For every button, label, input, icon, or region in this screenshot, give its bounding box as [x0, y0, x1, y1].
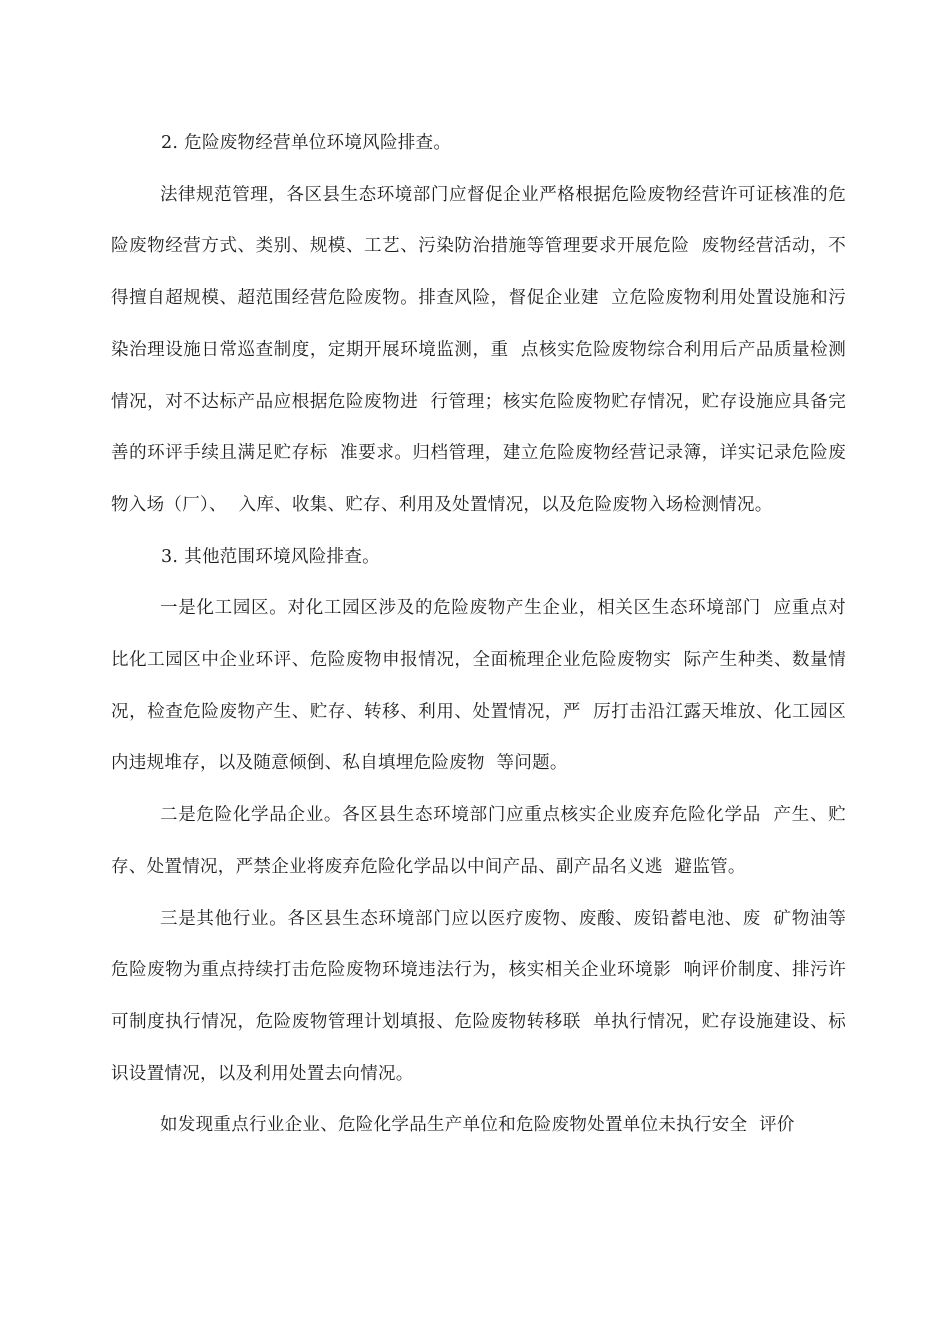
paragraph-hazardous-waste-operators: 法律规范管理，各区县生态环境部门应督促企业严格根据危险废物经营许可证核准的危险废物经营方式、类别、规模、工艺、污染防治措施等管理要求开展危险 废物经营活动，不得擅自超规模、超范围经营危险废物。排查风险，督促企业建 立危险废物利用处置设施和污染治理设施日常巡查制度，定期开展环境监测，重 点核实危险废物综合利用后产品质量检测情况，对不达标产品应根据危险废物进 行管理；核实危险废物贮存情况，贮存设施应具备完善的环评手续且满足贮存标 准要求。归档管理，建立危险废物经营记录簿，详实记录危险废物入场（厂）、 入库、收集、贮存、利用及处置情况，以及危险废物入场检测情况。 [111, 184, 846, 515]
section-heading-2: 2. 危险废物经营单位环境风险排查。 [161, 133, 452, 153]
document-body [111, 118, 846, 1152]
paragraph-hazardous-chemicals: 二是危险化学品企业。各区县生态环境部门应重点核实企业废弃危险化学品 产生、贮存、处置情况，严禁企业将废弃危险化学品以中间产品、副产品名义逃 避监管。 [111, 805, 846, 877]
section-heading-3: 3. 其他范围环境风险排查。 [161, 546, 380, 567]
paragraph-chemical-parks: 一是化工园区。对化工园区涉及的危险废物产生企业，相关区生态环境部门 应重点对比化工园区中企业环评、危险废物申报情况，全面梳理企业危险废物实 际产生种类、数量情况，检查危险废物产生、贮存、转移、利用、处置情况，严 厉打击沿江露天堆放、化工园区内违规堆存，以及随意倾倒、私自填埋危险废物 等问题。 [111, 598, 846, 774]
paragraph-other-industries: 三是其他行业。各区县生态环境部门应以医疗废物、废酸、废铅蓄电池、废 矿物油等危险废物为重点持续打击危险废物环境违法行为，核实相关企业环境影 响评价制度、排污许可制度执行情况，危险废物管理计划填报、危险废物转移联 单执行情况，贮存设施建设、标识设置情况，以及利用处置去向情况。 [111, 908, 846, 1084]
paragraph-safety-evaluation: 如发现重点行业企业、危险化学品生产单位和危险废物处置单位未执行安全 评价 [160, 1115, 795, 1136]
